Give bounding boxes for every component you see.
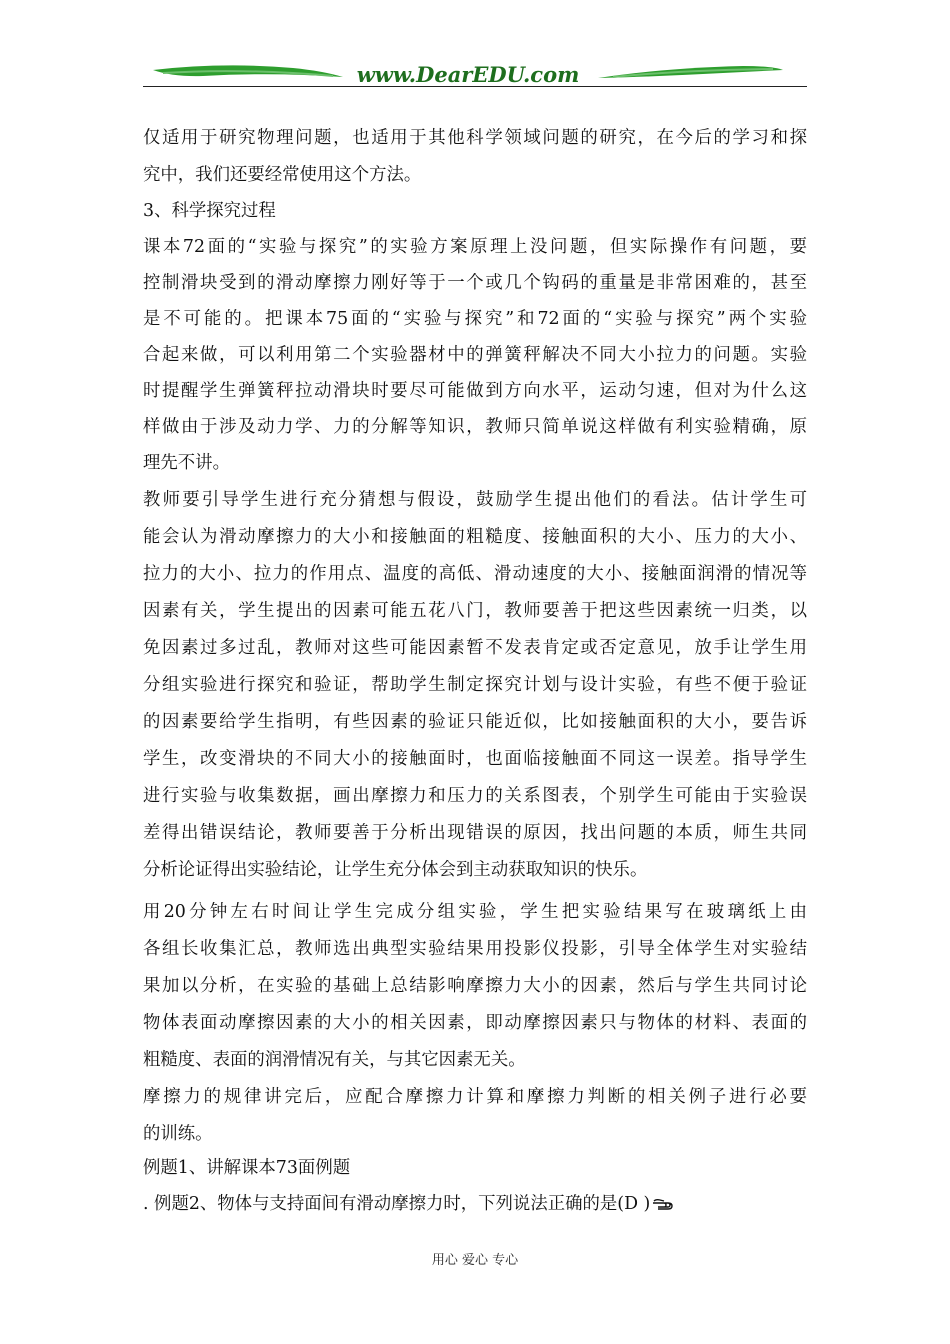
example-2-line xyxy=(143,1191,813,1217)
header-divider xyxy=(143,86,807,87)
site-name-text: www.DearEDU.com xyxy=(356,62,580,87)
paragraph-line: 课本72面的“实验与探究”的实验方案原理上没问题，但实际操作有问题，要 xyxy=(143,237,807,257)
paragraph-line: 拉力的大小、拉力的作用点、温度的高低、滑动速度的大小、接触面润滑的情况等 xyxy=(143,564,807,584)
paragraph-line: 是不可能的。把课本75面的“实验与探究”和72面的“实验与探究”两个实验 xyxy=(143,309,807,329)
paragraph-line: 的训练。 xyxy=(143,1124,213,1144)
paragraph-line: 教师要引导学生进行充分猜想与假设，鼓励学生提出他们的看法。估计学生可 xyxy=(143,490,807,510)
paragraph-line: 分组实验进行探究和验证，帮助学生制定探究计划与设计实验，有些不便于验证 xyxy=(143,675,807,695)
paragraph-line: 样做由于涉及动力学、力的分解等知识，教师只简单说这样做有利实验精确，原 xyxy=(143,417,807,437)
paragraph-line: 物体表面动摩擦因素的大小的相关因素，即动摩擦因素只与物体的材料、表面的 xyxy=(143,1013,807,1033)
example-1-line: 例题1、讲解课本73面例题 xyxy=(143,1158,351,1178)
paragraph-line: 粗糙度、表面的润滑情况有关，与其它因素无关。 xyxy=(143,1050,526,1070)
paragraph-line: 控制滑块受到的滑动摩擦力刚好等于一个或几个钩码的重量是非常困难的，甚至 xyxy=(143,273,807,293)
paragraph-line: 时提醒学生弹簧秤拉动滑块时要尽可能做到方向水平，运动匀速，但对为什么这 xyxy=(143,381,807,401)
paragraph-line: 果加以分析，在实验的基础上总结影响摩擦力大小的因素，然后与学生共同讨论 xyxy=(143,976,807,996)
paragraph-line: 理先不讲。 xyxy=(143,453,230,473)
paragraph-line: 因素有关，学生提出的因素可能五花八门，教师要善于把这些因素统一归类，以 xyxy=(143,601,807,621)
paragraph-line: 进行实验与收集数据，画出摩擦力和压力的关系图表，个别学生可能由于实验误 xyxy=(143,786,807,806)
paragraph-line: 仅适用于研究物理问题，也适用于其他科学领域问题的研究，在今后的学习和探 xyxy=(143,128,807,148)
paragraph-line: 能会认为滑动摩擦力的大小和接触面的粗糙度、接触面积的大小、压力的大小、 xyxy=(143,527,807,547)
paragraph-line: 合起来做，可以利用第二个实验器材中的弹簧秤解决不同大小拉力的问题。实验 xyxy=(143,345,807,365)
paragraph-line: 免因素过多过乱，教师对这些可能因素暂不发表肯定或否定意见，放手让学生用 xyxy=(143,638,807,658)
paragraph-line: 究中，我们还要经常使用这个方法。 xyxy=(143,165,422,185)
paragraph-line: 各组长收集汇总，教师选出典型实验结果用投影仪投影，引导全体学生对实验结 xyxy=(143,939,807,959)
section-heading: 3、科学探究过程 xyxy=(143,201,276,221)
paragraph-line: 用20分钟左右时间让学生完成分组实验，学生把实验结果写在玻璃纸上由 xyxy=(143,902,807,922)
example-2-text: . 例题2、物体与支持面间有滑动摩擦力时，下列说法正确的是(D ) xyxy=(143,1194,651,1214)
paragraph-line: 分析论证得出实验结论，让学生充分体会到主动获取知识的快乐。 xyxy=(143,860,648,880)
pointing-hand-icon xyxy=(652,1193,674,1219)
paragraph-line: 的因素要给学生指明，有些因素的验证只能近似，比如接触面积的大小，要告诉 xyxy=(143,712,807,732)
paragraph-line: 学生，改变滑块的不同大小的接触面时，也面临接触面不同这一误差。指导学生 xyxy=(143,749,807,769)
paragraph-line: 摩擦力的规律讲完后，应配合摩擦力计算和摩擦力判断的相关例子进行必要 xyxy=(143,1087,807,1107)
paragraph-line: 差得出错误结论，教师要善于分析出现错误的原因，找出问题的本质，师生共同 xyxy=(143,823,807,843)
page-footer: 用心 爱心 专心 xyxy=(431,1253,519,1268)
